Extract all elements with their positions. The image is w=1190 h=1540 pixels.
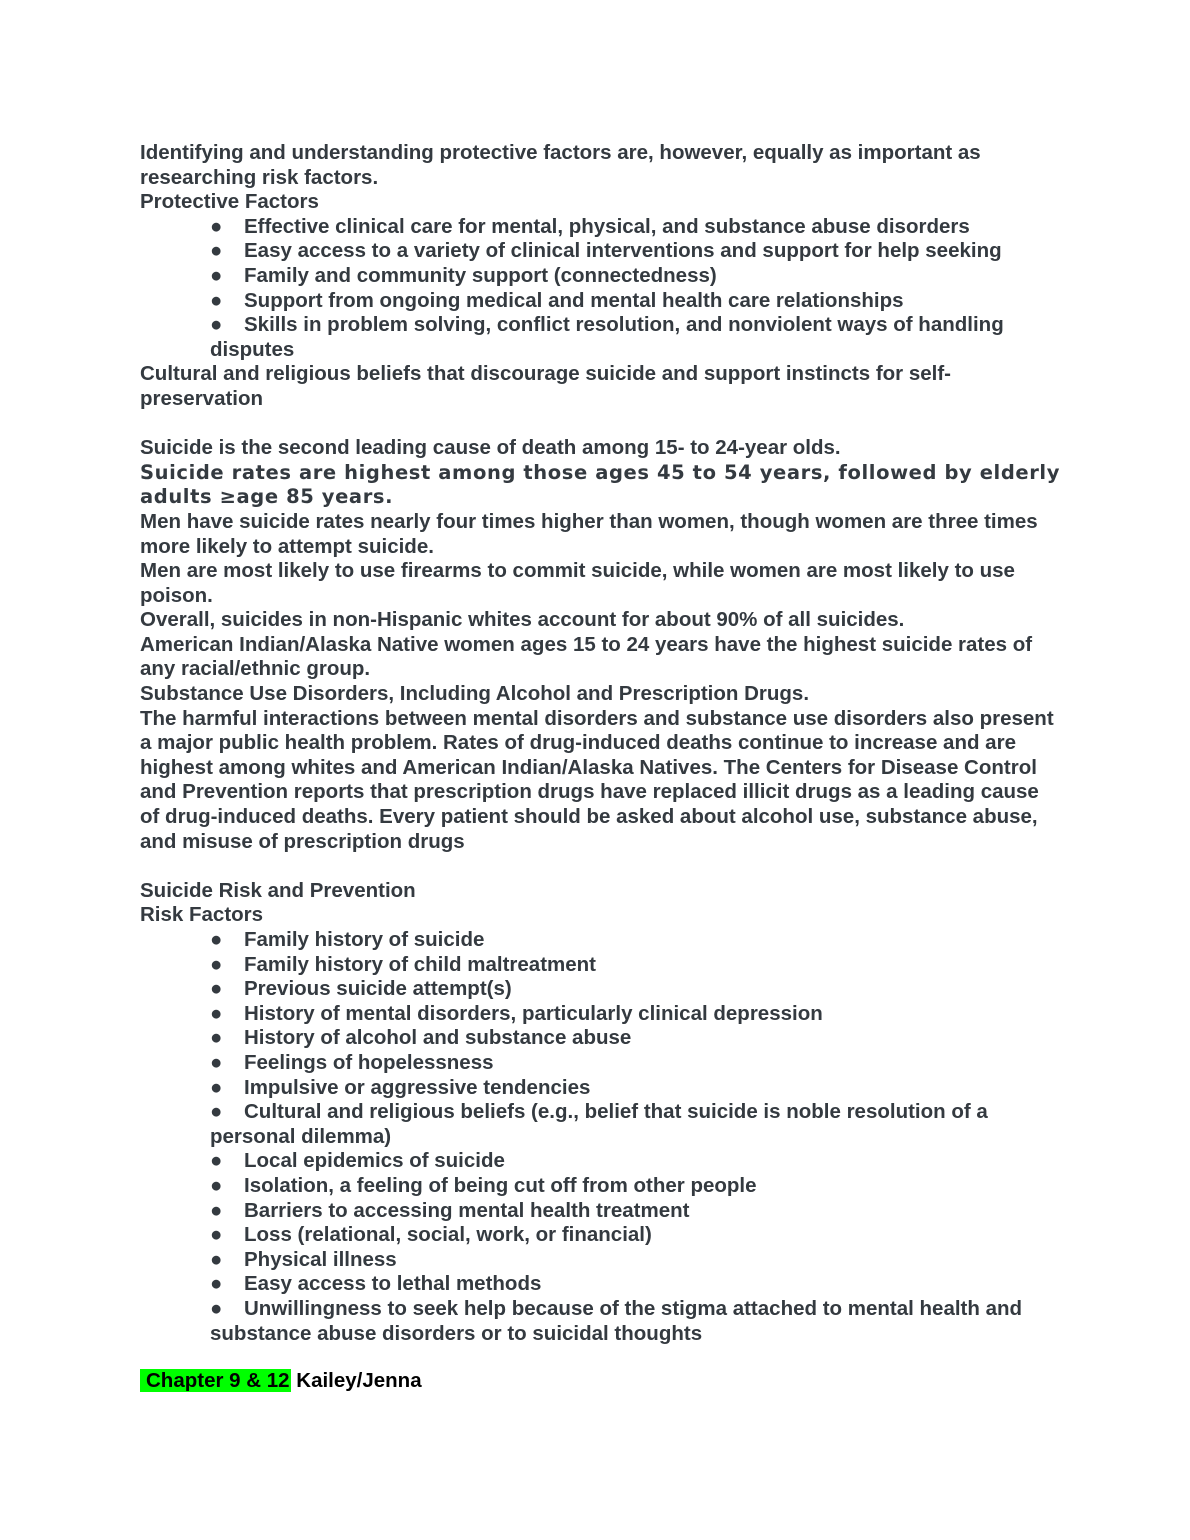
bullet-icon: ●: [210, 952, 223, 976]
bullet-icon: ●: [210, 1100, 223, 1124]
protective-factors-heading: Protective Factors: [140, 190, 319, 214]
list-item: ● Previous suicide attempt(s): [210, 977, 512, 1001]
stat-men-women-rates: Men have suicide rates nearly four times higher than women, though women are three times more likely to attempt suicide.: [140, 509, 1038, 558]
bullet-icon: ●: [210, 1075, 223, 1099]
spacer: [140, 412, 1060, 437]
list-item: ● Effective clinical care for mental, physical, and substance abuse disorders: [210, 214, 970, 238]
list-item: ● History of alcohol and substance abuse: [210, 1026, 632, 1050]
list-item: ● Loss (relational, social, work, or financial): [210, 1223, 652, 1247]
stat-second-leading-cause: Suicide is the second leading cause of death among 15- to 24-year olds.: [140, 436, 841, 460]
document-page: [140, 141, 1060, 1346]
list-item: ● Easy access to lethal methods: [210, 1272, 542, 1296]
bullet-icon: ●: [210, 263, 223, 287]
risk-factors-heading: Risk Factors: [140, 903, 264, 927]
risk-factors-list: [140, 928, 1060, 1346]
list-item: ● Local epidemics of suicide: [210, 1149, 505, 1173]
author-names: Kailey/Jenna: [290, 1369, 422, 1392]
substance-use-heading: Substance Use Disorders, Including Alcohol and Prescription Drugs.: [140, 682, 810, 706]
list-item: ● Barriers to accessing mental health treatment: [210, 1198, 690, 1222]
page-footer: [140, 1369, 422, 1394]
list-item: ● Physical illness: [210, 1247, 397, 1271]
bullet-icon: ●: [210, 288, 223, 312]
bullet-icon: ●: [210, 239, 223, 263]
stat-methods: Men are most likely to use firearms to commit suicide, while women are most likely to use poison.: [140, 559, 1015, 607]
bullet-icon: ●: [210, 1272, 223, 1296]
bullet-icon: ●: [210, 1198, 223, 1222]
bullet-icon: ●: [210, 313, 223, 337]
cultural-beliefs-paragraph: Cultural and religious beliefs that discourage suicide and support instincts for self-preservation: [140, 362, 952, 410]
spacer: [140, 854, 1060, 879]
list-item: ● Cultural and religious beliefs (e.g., belief that suicide is noble resolution of a personal dilemma): [210, 1100, 988, 1148]
chapter-highlight: Chapter 9 & 12: [140, 1369, 291, 1392]
list-item: ● Skills in problem solving, conflict resolution, and nonviolent ways of handling disputes: [210, 313, 1004, 361]
list-item: ● Unwillingness to seek help because of the stigma attached to mental health and substance abuse disorders or to suicidal thoughts: [210, 1296, 1023, 1345]
list-item: ● History of mental disorders, particularly clinical depression: [210, 1001, 823, 1025]
intro-paragraph: Identifying and understanding protective factors are, however, equally as important as researching risk factors.: [140, 141, 981, 189]
list-item: ● Support from ongoing medical and mental health care relationships: [210, 288, 904, 312]
list-item: ● Family and community support (connectedness): [210, 263, 717, 287]
stat-highest-rates-ages: Suicide rates are highest among those ages 45 to 54 years, followed by elderly adults ≥age 85 years.: [140, 460, 1061, 509]
substance-use-paragraph: The harmful interactions between mental disorders and substance use disorders also present a major public health problem. Rates of drug-induced deaths continue to increase and are highest among whites and American Indian/Alaska Natives. The Centers for Disease Control and Prevention reports that prescription drugs have replaced illicit drugs as a leading cause of drug-induced deaths. Every patient should be asked about alcohol use, substance abuse, and misuse of prescription drugs: [140, 706, 1054, 853]
bullet-icon: ●: [210, 1050, 223, 1074]
bullet-icon: ●: [210, 1001, 223, 1025]
protective-factors-list: [140, 215, 1060, 363]
bullet-icon: ●: [210, 977, 223, 1001]
bullet-icon: ●: [210, 1026, 223, 1050]
bullet-icon: ●: [210, 928, 223, 951]
bullet-icon: ●: [210, 214, 223, 238]
bullet-icon: ●: [210, 1296, 223, 1320]
list-item: ● Isolation, a feeling of being cut off from other people: [210, 1173, 757, 1197]
list-item: ● Family history of suicide: [210, 928, 485, 951]
list-item: ● Feelings of hopelessness: [210, 1050, 494, 1074]
bullet-icon: ●: [210, 1247, 223, 1271]
section-title: Suicide Risk and Prevention: [140, 878, 416, 902]
bullet-icon: ●: [210, 1149, 223, 1173]
stat-american-indian: American Indian/Alaska Native women ages 15 to 24 years have the highest suicide rates of any racial/ethnic group.: [140, 632, 1033, 681]
bullet-icon: ●: [210, 1223, 223, 1247]
list-item: ● Easy access to a variety of clinical interventions and support for help seeking: [210, 239, 1002, 263]
bullet-icon: ●: [210, 1173, 223, 1197]
list-item: ● Family history of child maltreatment: [210, 952, 596, 976]
list-item: ● Impulsive or aggressive tendencies: [210, 1075, 591, 1099]
stat-non-hispanic-whites: Overall, suicides in non-Hispanic whites account for about 90% of all suicides.: [140, 608, 905, 632]
